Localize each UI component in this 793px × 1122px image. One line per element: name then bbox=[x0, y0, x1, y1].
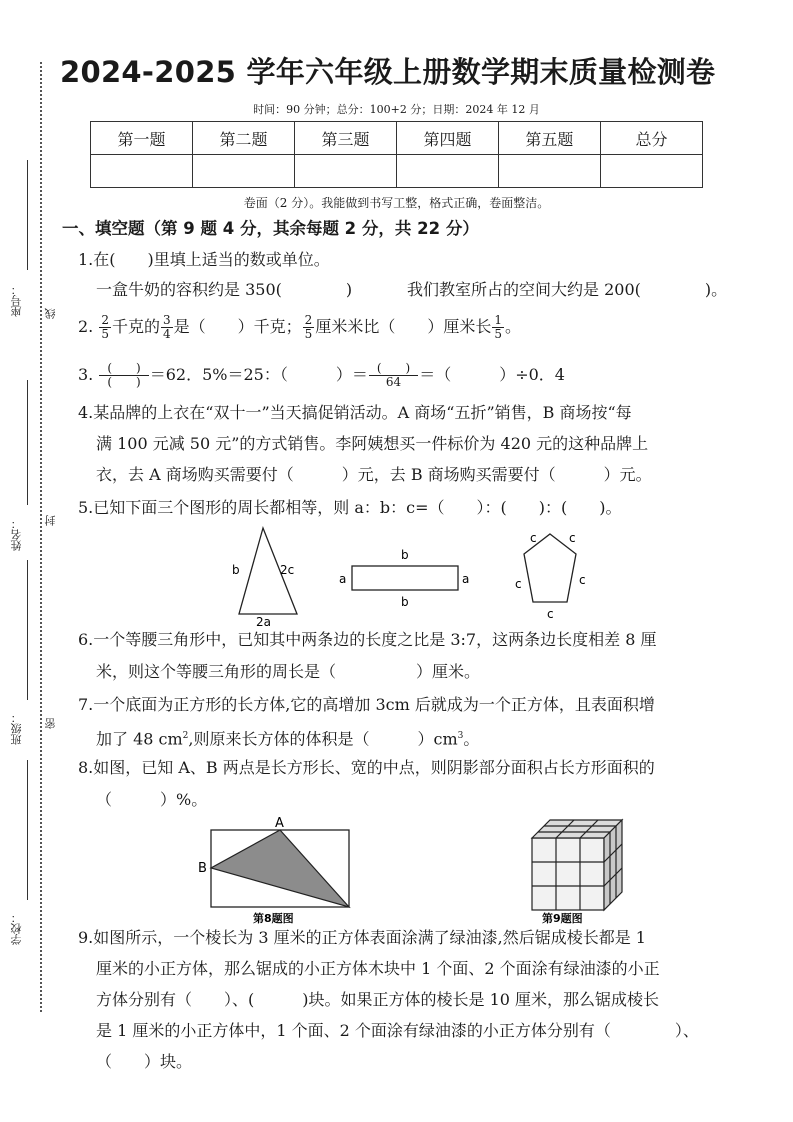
q7-line: 7.一个底面为正方形的长方体,它的高增加 3cm 后就成为一个正方体，且表面积增 bbox=[78, 695, 655, 714]
score-cell[interactable] bbox=[192, 155, 294, 188]
triangle-bottom-label: 2a bbox=[256, 615, 271, 629]
fig8-shaded-triangle bbox=[211, 830, 349, 907]
score-header: 第五题 bbox=[498, 122, 600, 155]
q2-number: 2. bbox=[78, 317, 94, 336]
section-heading: 一、填空题（第 9 题 4 分，其余每题 2 分，共 22 分） bbox=[62, 219, 479, 238]
q9-line: 厘米的小正方体，那么锯成的小正方体木块中 1 个面、2 个面涂有绿油漆的小正 bbox=[96, 959, 660, 978]
triangle-right-label: 2c bbox=[280, 563, 295, 577]
pentagon-side-label: c bbox=[579, 573, 586, 587]
q8-line: （ ）%。 bbox=[96, 790, 208, 809]
score-cell[interactable] bbox=[600, 155, 702, 188]
q3-text: ＝（ ）÷0．4 bbox=[419, 365, 565, 384]
q8-line: 8.如图，已知 A、B 两点是长方形长、宽的中点，则阴影部分面积占长方形面积的 bbox=[78, 758, 655, 777]
name-label: 姓名： bbox=[10, 518, 23, 551]
rectangle-left-label: a bbox=[339, 572, 347, 586]
fraction: $\frac{3}{4}$ bbox=[163, 313, 171, 341]
q2 bbox=[78, 314, 521, 341]
score-cell[interactable] bbox=[91, 155, 193, 188]
school-blank bbox=[27, 760, 28, 900]
fraction: $\frac{2}{5}$ bbox=[304, 313, 313, 341]
q5-text: 5.已知下面三个图形的周长都相等，则 a：b：c=（ ）：( )：( )。 bbox=[78, 498, 622, 517]
fig8-label-a: A bbox=[275, 816, 284, 831]
q1-stem: 1.在( )里填上适当的数或单位。 bbox=[78, 250, 330, 269]
q2-text: 是（ ）千克； bbox=[173, 317, 302, 336]
q9-line: 是 1 厘米的小正方体中，1 个面、2 个面涂有绿油漆的小正方体分别有（ ）、 bbox=[96, 1021, 699, 1040]
q3-text: ＝62．5%＝25：（ ）＝ bbox=[149, 365, 368, 384]
fraction: $\frac{1}{5}$ bbox=[494, 313, 502, 341]
pentagon-side-label: c bbox=[547, 607, 554, 621]
class-label: 班级： bbox=[10, 712, 23, 745]
line-mark: 线 bbox=[44, 308, 57, 319]
q4-line: 满 100 元减 50 元”的方式销售。李阿姨想买一件标价为 420 元的这种品牌上 bbox=[96, 434, 649, 453]
q6-line: 米，则这个等腰三角形的周长是（ ）厘米。 bbox=[96, 662, 481, 681]
score-cell[interactable] bbox=[294, 155, 396, 188]
q9-line: 方体分别有（ ）、( )块。如果正方体的棱长是 10 厘米，那么锯成棱长 bbox=[96, 990, 660, 1009]
fig9-caption: 第9题图 bbox=[542, 912, 583, 925]
q6-line: 6.一个等腰三角形中，已知其中两条边的长度之比是 3:7，这两条边长度相差 8 厘 bbox=[78, 630, 657, 649]
score-header: 第四题 bbox=[396, 122, 498, 155]
score-header: 第二题 bbox=[192, 122, 294, 155]
score-header: 第一题 bbox=[91, 122, 193, 155]
q5-figures bbox=[220, 522, 610, 630]
fig8 bbox=[196, 812, 366, 926]
q2-text: 千克的 bbox=[112, 317, 161, 336]
pentagon-side-label: c bbox=[515, 577, 522, 591]
q2-text: 。 bbox=[504, 317, 521, 336]
pentagon-side-label: c bbox=[569, 531, 576, 545]
q9-line: （ ）块。 bbox=[96, 1052, 193, 1071]
q4-line: 4.某品牌的上衣在“双十一”当天搞促销活动。A 商场“五折”销售，B 商场按“每 bbox=[78, 403, 632, 422]
score-cell[interactable] bbox=[396, 155, 498, 188]
q3-number: 3. bbox=[78, 365, 94, 384]
fraction: $\frac{( )}{64}$ bbox=[369, 362, 418, 389]
q4-line: 衣，去 A 商场购买需要付（ ）元，去 B 商场购买需要付（ ）元。 bbox=[96, 465, 652, 484]
rectangle-right-label: a bbox=[462, 572, 470, 586]
score-header: 总分 bbox=[600, 122, 702, 155]
pentagon-side-label: c bbox=[530, 531, 537, 545]
q9-line: 9.如图所示，一个棱长为 3 厘米的正方体表面涂满了绿油漆,然后锯成棱长都是 1 bbox=[78, 928, 646, 947]
seal-mark: 封 bbox=[44, 515, 57, 526]
school-label: 学校： bbox=[10, 912, 23, 945]
secret-mark: 密 bbox=[44, 718, 57, 729]
seat-label: 座号： bbox=[10, 284, 23, 317]
score-cell[interactable] bbox=[498, 155, 600, 188]
q7-line: 加了 48 $cm^2$,则原来长方体的体积是（ ）$cm^3$。 bbox=[96, 729, 480, 749]
class-blank bbox=[27, 560, 28, 700]
fig8-caption: 第8题图 bbox=[253, 912, 294, 925]
rectangle-bottom-label: b bbox=[401, 595, 409, 609]
fig8-label-b: B bbox=[198, 861, 207, 876]
fraction: $\frac{( )}{( )}$ bbox=[99, 362, 148, 389]
q2-text: 厘米米比（ ）厘米长 bbox=[315, 317, 492, 336]
score-table bbox=[90, 121, 703, 188]
name-blank bbox=[27, 380, 28, 505]
rectangle-shape bbox=[352, 566, 458, 590]
rectangle-top-label: b bbox=[401, 548, 409, 562]
cube-grid bbox=[532, 820, 622, 910]
neatness-note: 卷面（2 分）。我能做到书写工整，格式正确，卷面整洁。 bbox=[243, 196, 550, 210]
score-header-row bbox=[91, 122, 703, 155]
q1-part-a: 一盒牛奶的容积约是 350( ) bbox=[96, 280, 353, 299]
triangle-left-label: b bbox=[232, 563, 240, 577]
fig9 bbox=[522, 812, 632, 926]
score-header: 第三题 bbox=[294, 122, 396, 155]
q3 bbox=[78, 362, 565, 389]
fraction: $\frac{2}{5}$ bbox=[101, 313, 109, 341]
page-title: 2024-2025 学年六年级上册数学期末质量检测卷 bbox=[60, 55, 716, 89]
q1-part-b: 我们教室所占的空间大约是 200( )。 bbox=[407, 280, 728, 299]
seat-blank bbox=[27, 160, 28, 270]
exam-info: 时间：90 分钟；总分：100+2 分；日期：2024 年 12 月 bbox=[253, 103, 540, 116]
score-entry-row bbox=[91, 155, 703, 188]
